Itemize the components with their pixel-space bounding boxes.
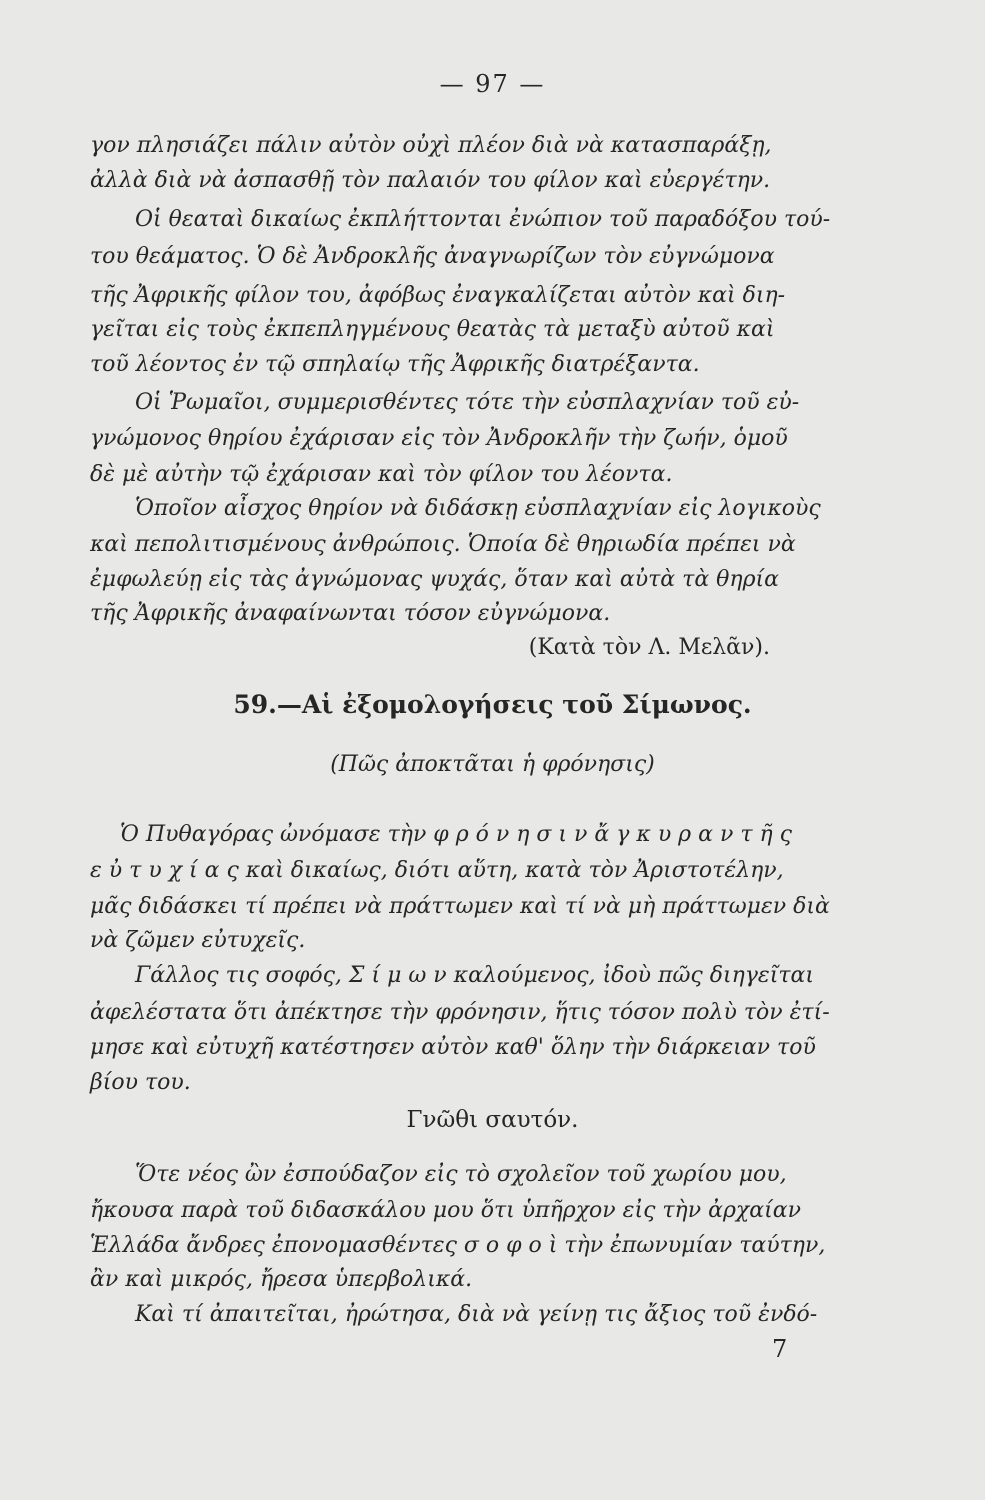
text-line: τοῦ λέοντος ἐν τῷ σπηλαίῳ τῆς Ἀφρικῆς διατρέξαντα. [90,352,700,377]
text-line: ε ὐ τ υ χ ί α ς καὶ δικαίως, διότι αὕτη, κατὰ τὸν Ἀριστοτέλην, [90,858,784,883]
text-line: γνώμονος θηρίου ἐχάρισαν εἰς τὸν Ἀνδροκλῆν τὴν ζωήν, ὁμοῦ [90,426,788,451]
subsection-title: Γνῶθι σαυτόν. [406,1107,579,1133]
text-line: Καὶ τί ἀπαιτεῖται, ἠρώτησα, διὰ νὰ γείνῃ τις ἄξιος τοῦ ἐνδό- [135,1302,818,1327]
text-line: ἤκουσα παρὰ τοῦ διδασκάλου μου ὅτι ὑπῆρχον εἰς τὴν ἀρχαίαν [90,1198,801,1223]
text-line: Ὁ Πυθαγόρας ὠνόμασε τὴν φ ρ ό ν η σ ι ν ἄ γ κ υ ρ α ν τ ῆ ς [120,822,792,847]
text-line: βίου του. [90,1070,191,1095]
text-line: Ἑλλάδα ἄνδρες ἐπονομασθέντες σ ο φ ο ὶ τὴν ἐπωνυμίαν ταύτην, [90,1233,826,1258]
text-line: ἀλλὰ διὰ νὰ ἀσπασθῇ τὸν παλαιόν του φίλον καὶ εὐεργέτην. [90,168,771,193]
text-line: Οἱ Ῥωμαῖοι, συμμερισθέντες τότε τὴν εὐσπλαχνίαν τοῦ εὐ- [135,390,800,415]
text-line: ἂν καὶ μικρός, ἤρεσα ὑπερβολικά. [90,1267,473,1292]
text-line: Ὁποῖον αἶσχος θηρίον νὰ διδάσκῃ εὐσπλαχνίαν εἰς λογικοὺς [135,496,821,521]
signature-mark: 7 [772,1335,788,1363]
text-line: τῆς Ἀφρικῆς ἀναφαίνωνται τόσον εὐγνώμονα. [90,601,611,626]
text-line: νὰ ζῶμεν εὐτυχεῖς. [90,928,306,953]
text-line: καὶ πεπολιτισμένους ἀνθρώποις. Ὁποία δὲ θηριωδία πρέπει νὰ [90,532,796,557]
section-subheading: (Πῶς ἀποκτᾶται ἡ φρόνησις) [330,752,655,777]
text-line: Ὅτε νέος ὢν ἐσπούδαζον εἰς τὸ σχολεῖον τοῦ χωρίου μου, [135,1162,787,1187]
text-line: μησε καὶ εὐτυχῆ κατέστησεν αὐτὸν καθ' ὅλην τὴν διάρκειαν τοῦ [90,1035,816,1060]
text-line: δὲ μὲ αὐτὴν τῷ ἐχάρισαν καὶ τὸν φίλον του λέοντα. [90,462,673,487]
text-line: ἀφελέστατα ὅτι ἀπέκτησε τὴν φρόνησιν, ἥτις τόσον πολὺ τὸν ἐτί- [90,1000,830,1025]
section-heading: 59.—Αἱ ἐξομολογήσεις τοῦ Σίμωνος. [233,690,752,719]
text-line: γον πλησιάζει πάλιν αὐτὸν οὐχὶ πλέον διὰ νὰ κατασπαράξῃ, [90,133,772,158]
attribution: (Κατὰ τὸν Λ. Μελᾶν). [528,635,770,660]
text-line: τῆς Ἀφρικῆς φίλον του, ἀφόβως ἐναγκαλίζεται αὐτὸν καὶ διη- [90,283,786,308]
text-line: του θεάματος. Ὁ δὲ Ἀνδροκλῆς ἀναγνωρίζων τὸν εὐγνώμονα [90,244,775,269]
text-line: ἐμφωλεύῃ εἰς τὰς ἀγνώμονας ψυχάς, ὅταν καὶ αὐτὰ τὰ θηρία [90,567,780,592]
page-number: — 97 — [439,70,546,98]
text-line: Οἱ θεαταὶ δικαίως ἐκπλήττονται ἐνώπιον τοῦ παραδόξου τού- [135,207,831,232]
text-line: γεῖται εἰς τοὺς ἐκπεπληγμένους θεατὰς τὰ μεταξὺ αὐτοῦ καὶ [90,317,775,342]
text-line: Γάλλος τις σοφός, Σ ί μ ω ν καλούμενος, ἰδοὺ πῶς διηγεῖται [135,963,815,988]
text-line: μᾶς διδάσκει τί πρέπει νὰ πράττωμεν καὶ τί νὰ μὴ πράττωμεν διὰ [90,894,830,919]
